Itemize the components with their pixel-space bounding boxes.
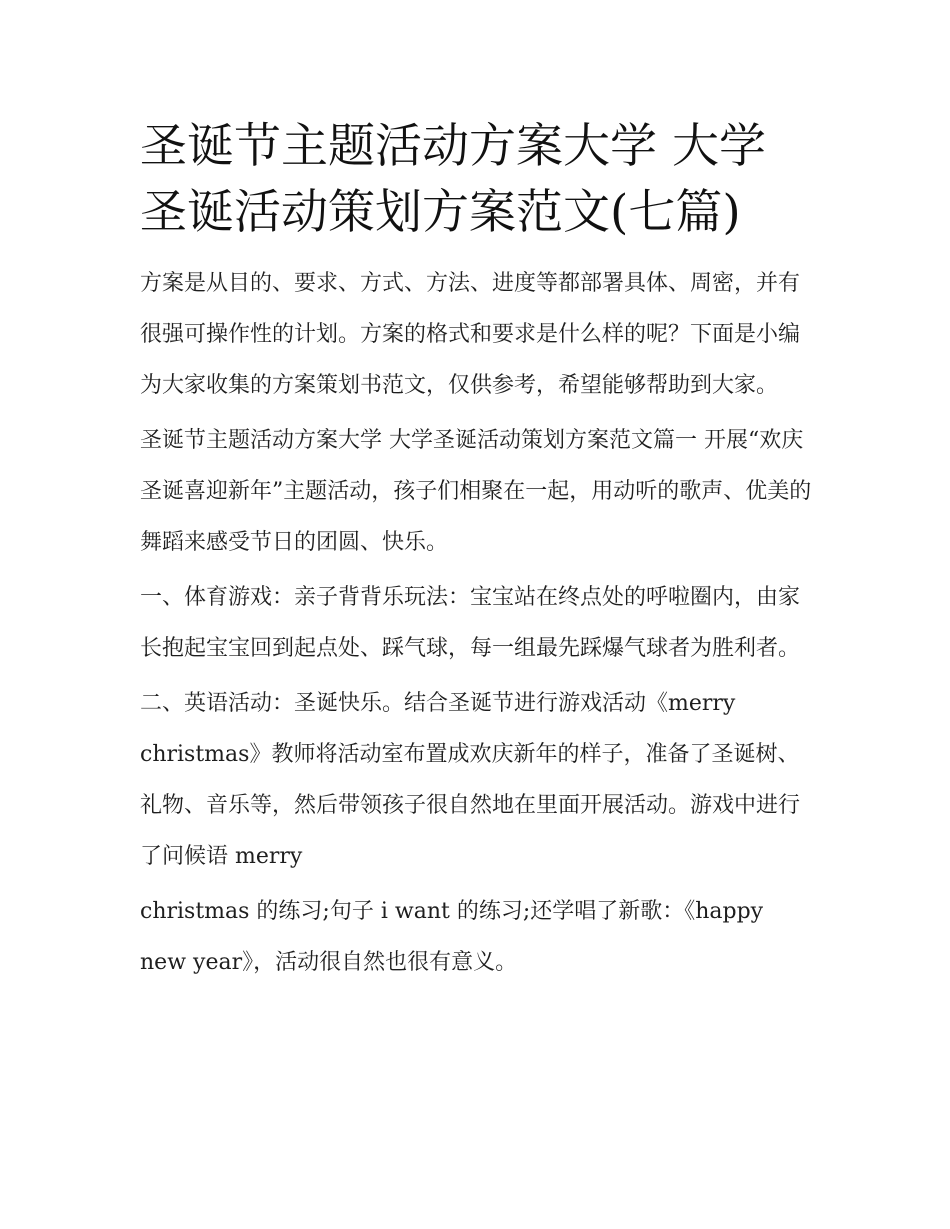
practice-paragraph: christmas 的练习;句子 i want 的练习;还学唱了新歌：《happy new year》，活动很自然也很有意义。 bbox=[140, 899, 764, 975]
sports-game-paragraph: 一、体育游戏：亲子背背乐玩法：宝宝站在终点处的呼啦圈内，由家长抱起宝宝回到起点处、踩气球，每一组最先踩爆气球者为胜利者。 bbox=[140, 585, 801, 661]
section-one-paragraph: 圣诞节主题活动方案大学 大学圣诞活动策划方案范文篇一 开展“欢庆圣诞喜迎新年”主题活动，孩子们相聚在一起，用动听的歌声、优美的舞蹈来感受节日的团圆、快乐。 bbox=[140, 428, 812, 555]
english-activity-paragraph: 二、英语活动：圣诞快乐。结合圣诞节进行游戏活动《merry christmas》教师将活动室布置成欢庆新年的样子，准备了圣诞树、礼物、音乐等，然后带领孩子很自然地在里面开展活动。游戏中进行了问候语 merry bbox=[140, 691, 801, 869]
document-title: 圣诞节主题活动方案大学 大学圣诞活动策划方案范文(七篇) bbox=[140, 119, 766, 240]
intro-paragraph: 方案是从目的、要求、方式、方法、进度等都部署具体、周密，并有很强可操作性的计划。方案的格式和要求是什么样的呢？下面是小编为大家收集的方案策划书范文，仅供参考，希望能够帮助到大家。 bbox=[140, 271, 801, 398]
document-body bbox=[140, 114, 812, 992]
